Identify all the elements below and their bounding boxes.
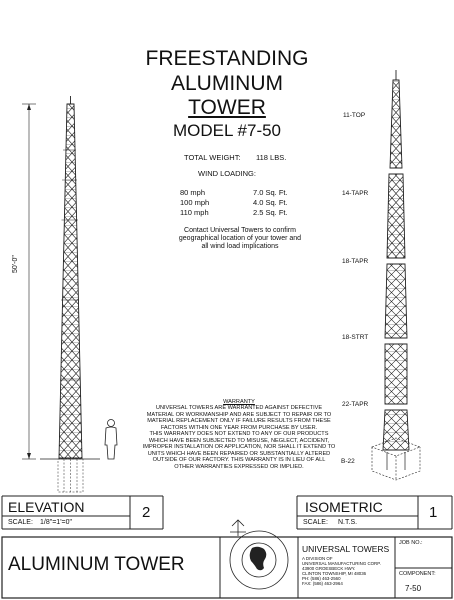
wind-area-3: 2.5 Sq. Ft. xyxy=(253,208,288,217)
elevation-tower xyxy=(40,96,100,492)
company-name: UNIVERSAL TOWERS xyxy=(302,544,390,554)
section-label-18-tapr: 18-TAPR xyxy=(342,258,369,265)
isometric-scale-label: SCALE: xyxy=(303,519,328,526)
company-line: A DIVISION OF xyxy=(302,556,333,561)
company-line: CLINTON TOWNSHIP, MI 48036 xyxy=(302,571,367,577)
wind-area-1: 7.0 Sq. Ft. xyxy=(253,188,288,197)
elevation-label: ELEVATION xyxy=(8,499,85,515)
warranty-line: UNIVERSAL TOWERS ARE WARRANTED AGAINST DEFECTIVE xyxy=(155,405,323,412)
company-line: FAX: (586) 463-2964 xyxy=(302,581,343,587)
universal-towers-logo xyxy=(230,520,288,589)
elevation-scale-value: 1/8"=1'=0" xyxy=(40,519,72,526)
human-scale-figure xyxy=(105,420,117,460)
warranty-line: THIS WARRANTY DOES NOT EXTEND TO ANY OF OUR PRODUCTS xyxy=(149,431,329,438)
section-label-18-strt: 18-STRT xyxy=(342,334,369,341)
title-line-2: ALUMINUM xyxy=(170,72,283,95)
section-label-11-top: 11-TOP xyxy=(343,112,366,119)
isometric-tower xyxy=(372,70,420,480)
contact-line-1: Contact Universal Towers to confirm xyxy=(184,227,296,234)
title-line-1: FREESTANDING xyxy=(145,47,309,70)
section-label-22-tapr: 22-TAPR xyxy=(342,401,369,408)
section-label-14-tapr: 14-TAPR xyxy=(342,190,369,197)
iso-section-18-strt xyxy=(385,344,407,404)
iso-section-top xyxy=(390,80,402,168)
company-line: UNIVERSAL MANUFACTURING CORP. xyxy=(302,561,381,567)
wind-speed-2: 100 mph xyxy=(180,198,210,207)
company-line: 43900 GROESBECK HWY. xyxy=(302,566,356,572)
wind-speed-3: 110 mph xyxy=(180,208,209,217)
warranty-title: WARRANTY xyxy=(223,399,255,405)
weight-value: 118 LBS. xyxy=(256,153,287,162)
iso-section-22-tapr xyxy=(383,410,409,450)
weight-label: TOTAL WEIGHT: xyxy=(184,153,241,162)
section-label-b-22: B-22 xyxy=(341,458,355,465)
height-dimension-label: 50'-0" xyxy=(12,255,19,273)
warranty-line: OUTSIDE OF OUR FACTORY. THIS WARRANTY IS IN LIEU OF ALL xyxy=(152,457,326,464)
elevation-number: 2 xyxy=(142,504,151,521)
isometric-label: ISOMETRIC xyxy=(305,499,383,515)
component-label: COMPONENT: xyxy=(399,571,436,577)
component-value: 7-50 xyxy=(405,584,422,593)
job-number-label: JOB NO.: xyxy=(399,540,423,546)
wind-area-2: 4.0 Sq. Ft. xyxy=(253,198,288,207)
contact-line-3: all wind load implications xyxy=(201,243,279,251)
wind-title: WIND LOADING: xyxy=(198,169,256,178)
wind-speed-1: 80 mph xyxy=(180,188,206,197)
warranty-line: FACTORS WITHIN ONE YEAR FROM PURCHASE BY USER. xyxy=(160,424,318,431)
isometric-number: 1 xyxy=(429,504,438,521)
warranty-line: MATERIAL REPLACEMENT ONLY IF FAILURE RESULTS FROM THESE xyxy=(147,418,331,425)
model-number: MODEL #7-50 xyxy=(172,121,282,140)
iso-section-18-tapr xyxy=(385,264,407,338)
company-line: PH: (586) 463-2560 xyxy=(302,576,341,582)
title-line-3: TOWER xyxy=(188,96,266,119)
warranty-line: OTHER WARRANTIES EXPRESSED OR IMPLIED. xyxy=(174,463,304,470)
warranty-line: UNITS WHICH HAVE BEEN REPAIRED OR SUBSTANTIALLY ALTERED xyxy=(147,450,331,457)
height-dimension xyxy=(22,104,36,459)
iso-section-14-tapr xyxy=(387,174,405,258)
drawing-title: ALUMINUM TOWER xyxy=(8,554,185,575)
company-address xyxy=(302,556,381,586)
elevation-scale-label: SCALE: xyxy=(8,519,33,526)
warranty-line: IMPROPER INSTALLATION OR APPLICATION, NOR SHALL IT EXTEND TO xyxy=(142,444,336,451)
warranty-line: WHICH HAVE BEEN SUBJECTED TO MISUSE, NEGLECT, ACCIDENT, xyxy=(148,437,330,444)
isometric-scale-value: N.T.S. xyxy=(338,519,358,526)
contact-line-2: geographical location of your tower and xyxy=(178,235,302,243)
warranty-line: MATERIAL OR WORKMANSHIP AND ARE SUBJECT TO REPAIR OR TO xyxy=(146,411,332,418)
